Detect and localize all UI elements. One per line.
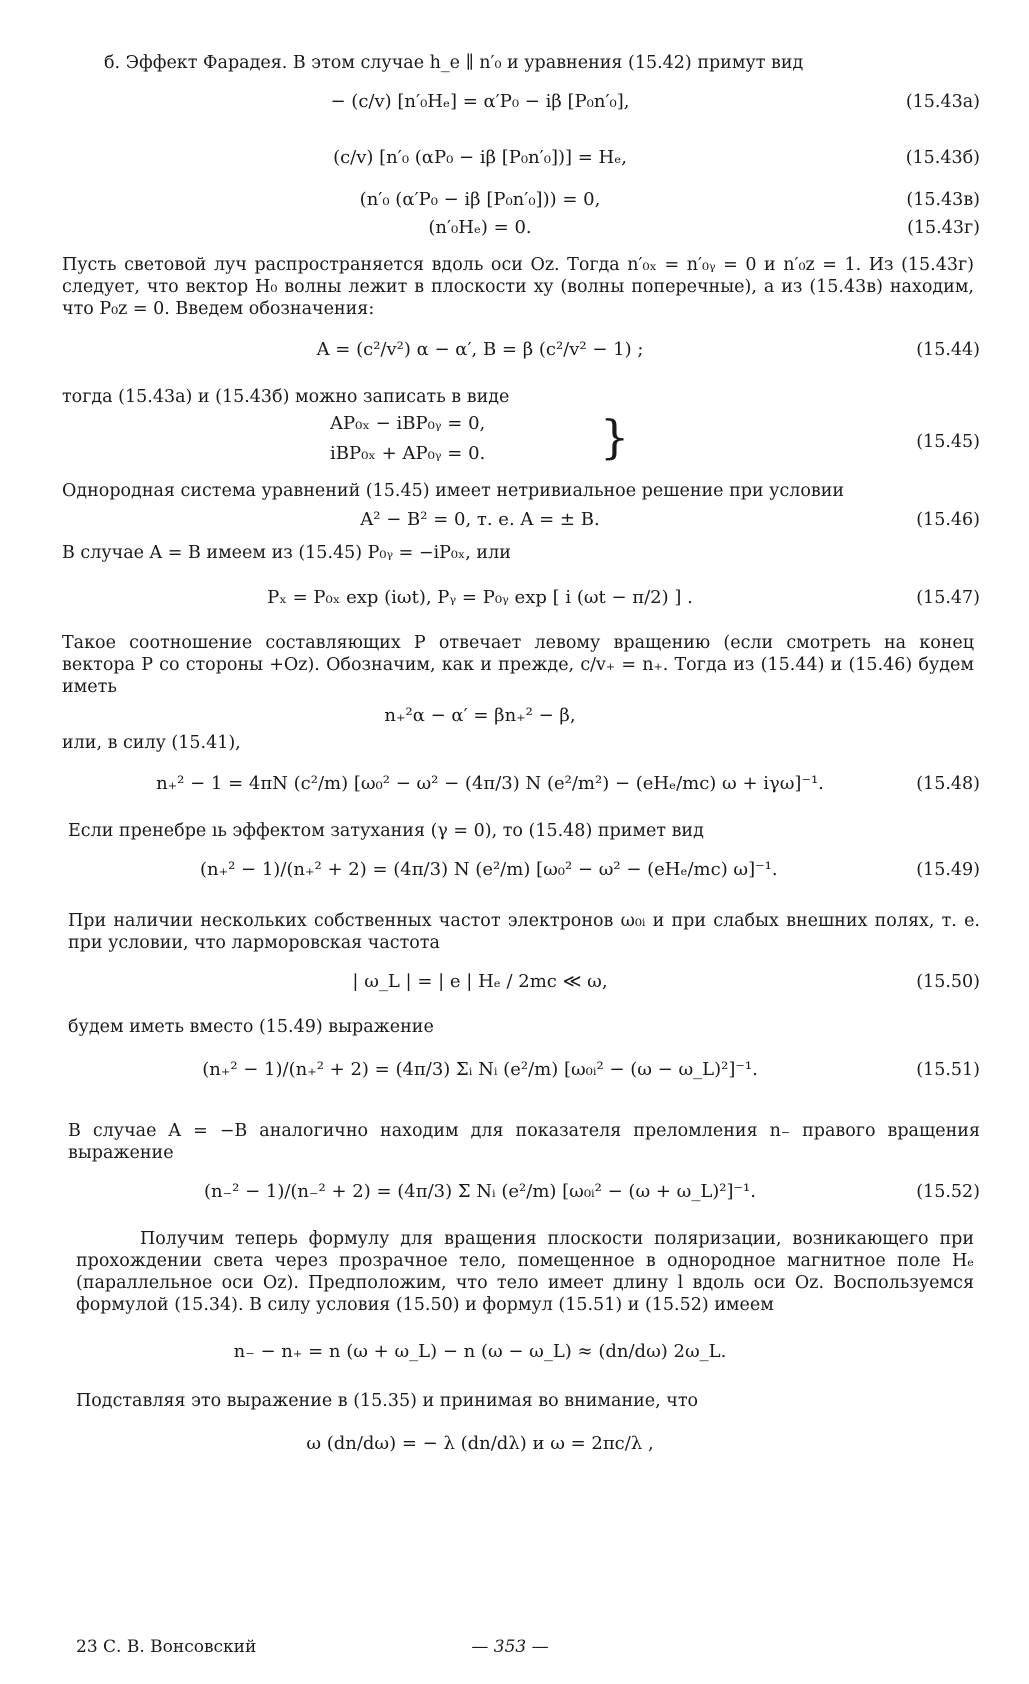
paragraph-damping: Если пренебре ıь эффектом затухания (γ = 0), то (15.48) примет вид bbox=[68, 821, 704, 841]
paragraph-homogeneous-system: Однородная система уравнений (15.45) имеет нетривиальное решение при условии bbox=[62, 481, 845, 501]
equation-15-43b: (c/v) [n′₀ (αP₀ − iβ [P₀n′₀])] = Hₑ, bbox=[333, 147, 627, 168]
equation-15-43a: − (c/v) [n′₀Hₑ] = α′P₀ − iβ [P₀n′₀], bbox=[330, 91, 630, 112]
equation-number: (15.50) bbox=[916, 972, 980, 992]
paragraph-then: тогда (15.43а) и (15.43б) можно записать в виде bbox=[62, 387, 510, 407]
equation-15-51: (n₊² − 1)/(n₊² + 2) = (4π/3) Σᵢ Nᵢ (e²/m) [ω₀ᵢ² − (ω − ω_L)²]⁻¹. bbox=[202, 1059, 758, 1080]
equation-number: (15.43в) bbox=[906, 190, 980, 210]
equation-n-plus: n₊²α − α′ = βn₊² − β, bbox=[384, 705, 576, 726]
equation-number: (15.47) bbox=[916, 588, 980, 608]
equation-15-45-line2: iBP₀ₓ + AP₀ᵧ = 0. bbox=[330, 443, 486, 464]
paragraph-case-a-eq-b: В случае A = B имеем из (15.45) P₀ᵧ = −iP₀ₓ, или bbox=[62, 543, 511, 563]
paragraph-instead: будем иметь вместо (15.49) выражение bbox=[68, 1017, 434, 1037]
equation-number: (15.51) bbox=[916, 1060, 980, 1080]
equation-dispersion-relation: ω (dn/dω) = − λ (dn/dλ) и ω = 2πc/λ , bbox=[306, 1433, 654, 1454]
equation-number: (15.43г) bbox=[907, 218, 980, 238]
equation-15-43d: (n′₀Hₑ) = 0. bbox=[428, 217, 532, 238]
footer-signature: 23 С. В. Вонсовский bbox=[76, 1637, 257, 1657]
equation-number: (15.43б) bbox=[905, 148, 980, 168]
equation-15-45-line1: AP₀ₓ − iBP₀ᵧ = 0, bbox=[330, 413, 486, 434]
paragraph-substituting: Подставляя это выражение в (15.35) и принимая во внимание, что bbox=[76, 1391, 699, 1411]
paragraph-faraday-intro: б. Эффект Фарадея. В этом случае h_e ∥ n′₀ и уравнения (15.42) примут вид bbox=[104, 53, 804, 73]
equation-15-44: A = (c²/v²) α − α′, B = β (c²/v² − 1) ; bbox=[316, 339, 644, 360]
equation-number: (15.52) bbox=[916, 1182, 980, 1202]
paragraph-left-rotation: Такое соотношение составляющих P отвечает левому вращению (если смотреть на конец вектора P со стороны +Oz). Обозначим, как и прежде, c/v₊ = n₊. Тогда из (15.44) и (15.46) будем иметь bbox=[62, 633, 974, 697]
equation-15-47: Pₓ = P₀ₓ exp (iωt), Pᵧ = P₀ᵧ exp [ i (ωt − π/2) ] . bbox=[267, 587, 693, 608]
equation-number: (15.44) bbox=[916, 340, 980, 360]
equation-15-48: n₊² − 1 = 4πN (c²/m) [ω₀² − ω² − (4π/3) N (e²/m²) − (eHₑ/mc) ω + iγω]⁻¹. bbox=[156, 773, 824, 794]
equation-number: (15.49) bbox=[916, 860, 980, 880]
equation-15-52: (n₋² − 1)/(n₋² + 2) = (4π/3) Σ Nᵢ (e²/m) [ω₀ᵢ² − (ω + ω_L)²]⁻¹. bbox=[204, 1181, 756, 1202]
page-number: — 353 — bbox=[471, 1637, 549, 1657]
equation-number: (15.45) bbox=[916, 432, 980, 452]
paragraph-polarization-rotation: Получим теперь формулу для вращения плоскости поляризации, возникающего при прохождении света через прозрачное тело, помещенное в однородное магнитное поле Hₑ (параллельное оси Oz). Предположим, что тело имеет длину l вдоль оси Oz. Воспользуемся формулой (15.34). В силу условия (15.50) и формул (15.51) и (15.52) имеем bbox=[76, 1229, 974, 1315]
equation-refractive-difference: n₋ − n₊ = n (ω + ω_L) − n (ω − ω_L) ≈ (dn/dω) 2ω_L. bbox=[233, 1341, 727, 1362]
paragraph-light-beam: Пусть световой луч распространяется вдоль оси Oz. Тогда n′₀ₓ = n′₀ᵧ = 0 и n′₀z = 1. Из (15.43г) следует, что вектор H₀ волны лежит в плоскости xy (волны поперечные), а из (15.43в) находим, что P₀z = 0. Введем обозначения: bbox=[62, 255, 974, 319]
paragraph-by-15-41: или, в силу (15.41), bbox=[62, 733, 241, 753]
paragraph-several-frequencies: При наличии нескольких собственных частот электронов ω₀ᵢ и при слабых внешних полях, т. е. при условии, что ларморовская частота bbox=[68, 911, 980, 953]
paragraph-case-a-eq-minus-b: В случае A = −B аналогично находим для показателя преломления n₋ правого вращения выражение bbox=[68, 1121, 980, 1163]
equation-number: (15.43а) bbox=[905, 92, 980, 112]
equation-15-46: A² − B² = 0, т. е. A = ± B. bbox=[360, 509, 600, 530]
equation-15-50: | ω_L | = | e | Hₑ / 2mc ≪ ω, bbox=[352, 971, 608, 992]
right-brace: } bbox=[600, 410, 630, 464]
equation-number: (15.48) bbox=[916, 774, 980, 794]
equation-number: (15.46) bbox=[916, 510, 980, 530]
equation-15-49: (n₊² − 1)/(n₊² + 2) = (4π/3) N (e²/m) [ω₀² − ω² − (eHₑ/mc) ω]⁻¹. bbox=[200, 859, 778, 880]
equation-15-43c: (n′₀ (α′P₀ − iβ [P₀n′₀])) = 0, bbox=[359, 189, 601, 210]
